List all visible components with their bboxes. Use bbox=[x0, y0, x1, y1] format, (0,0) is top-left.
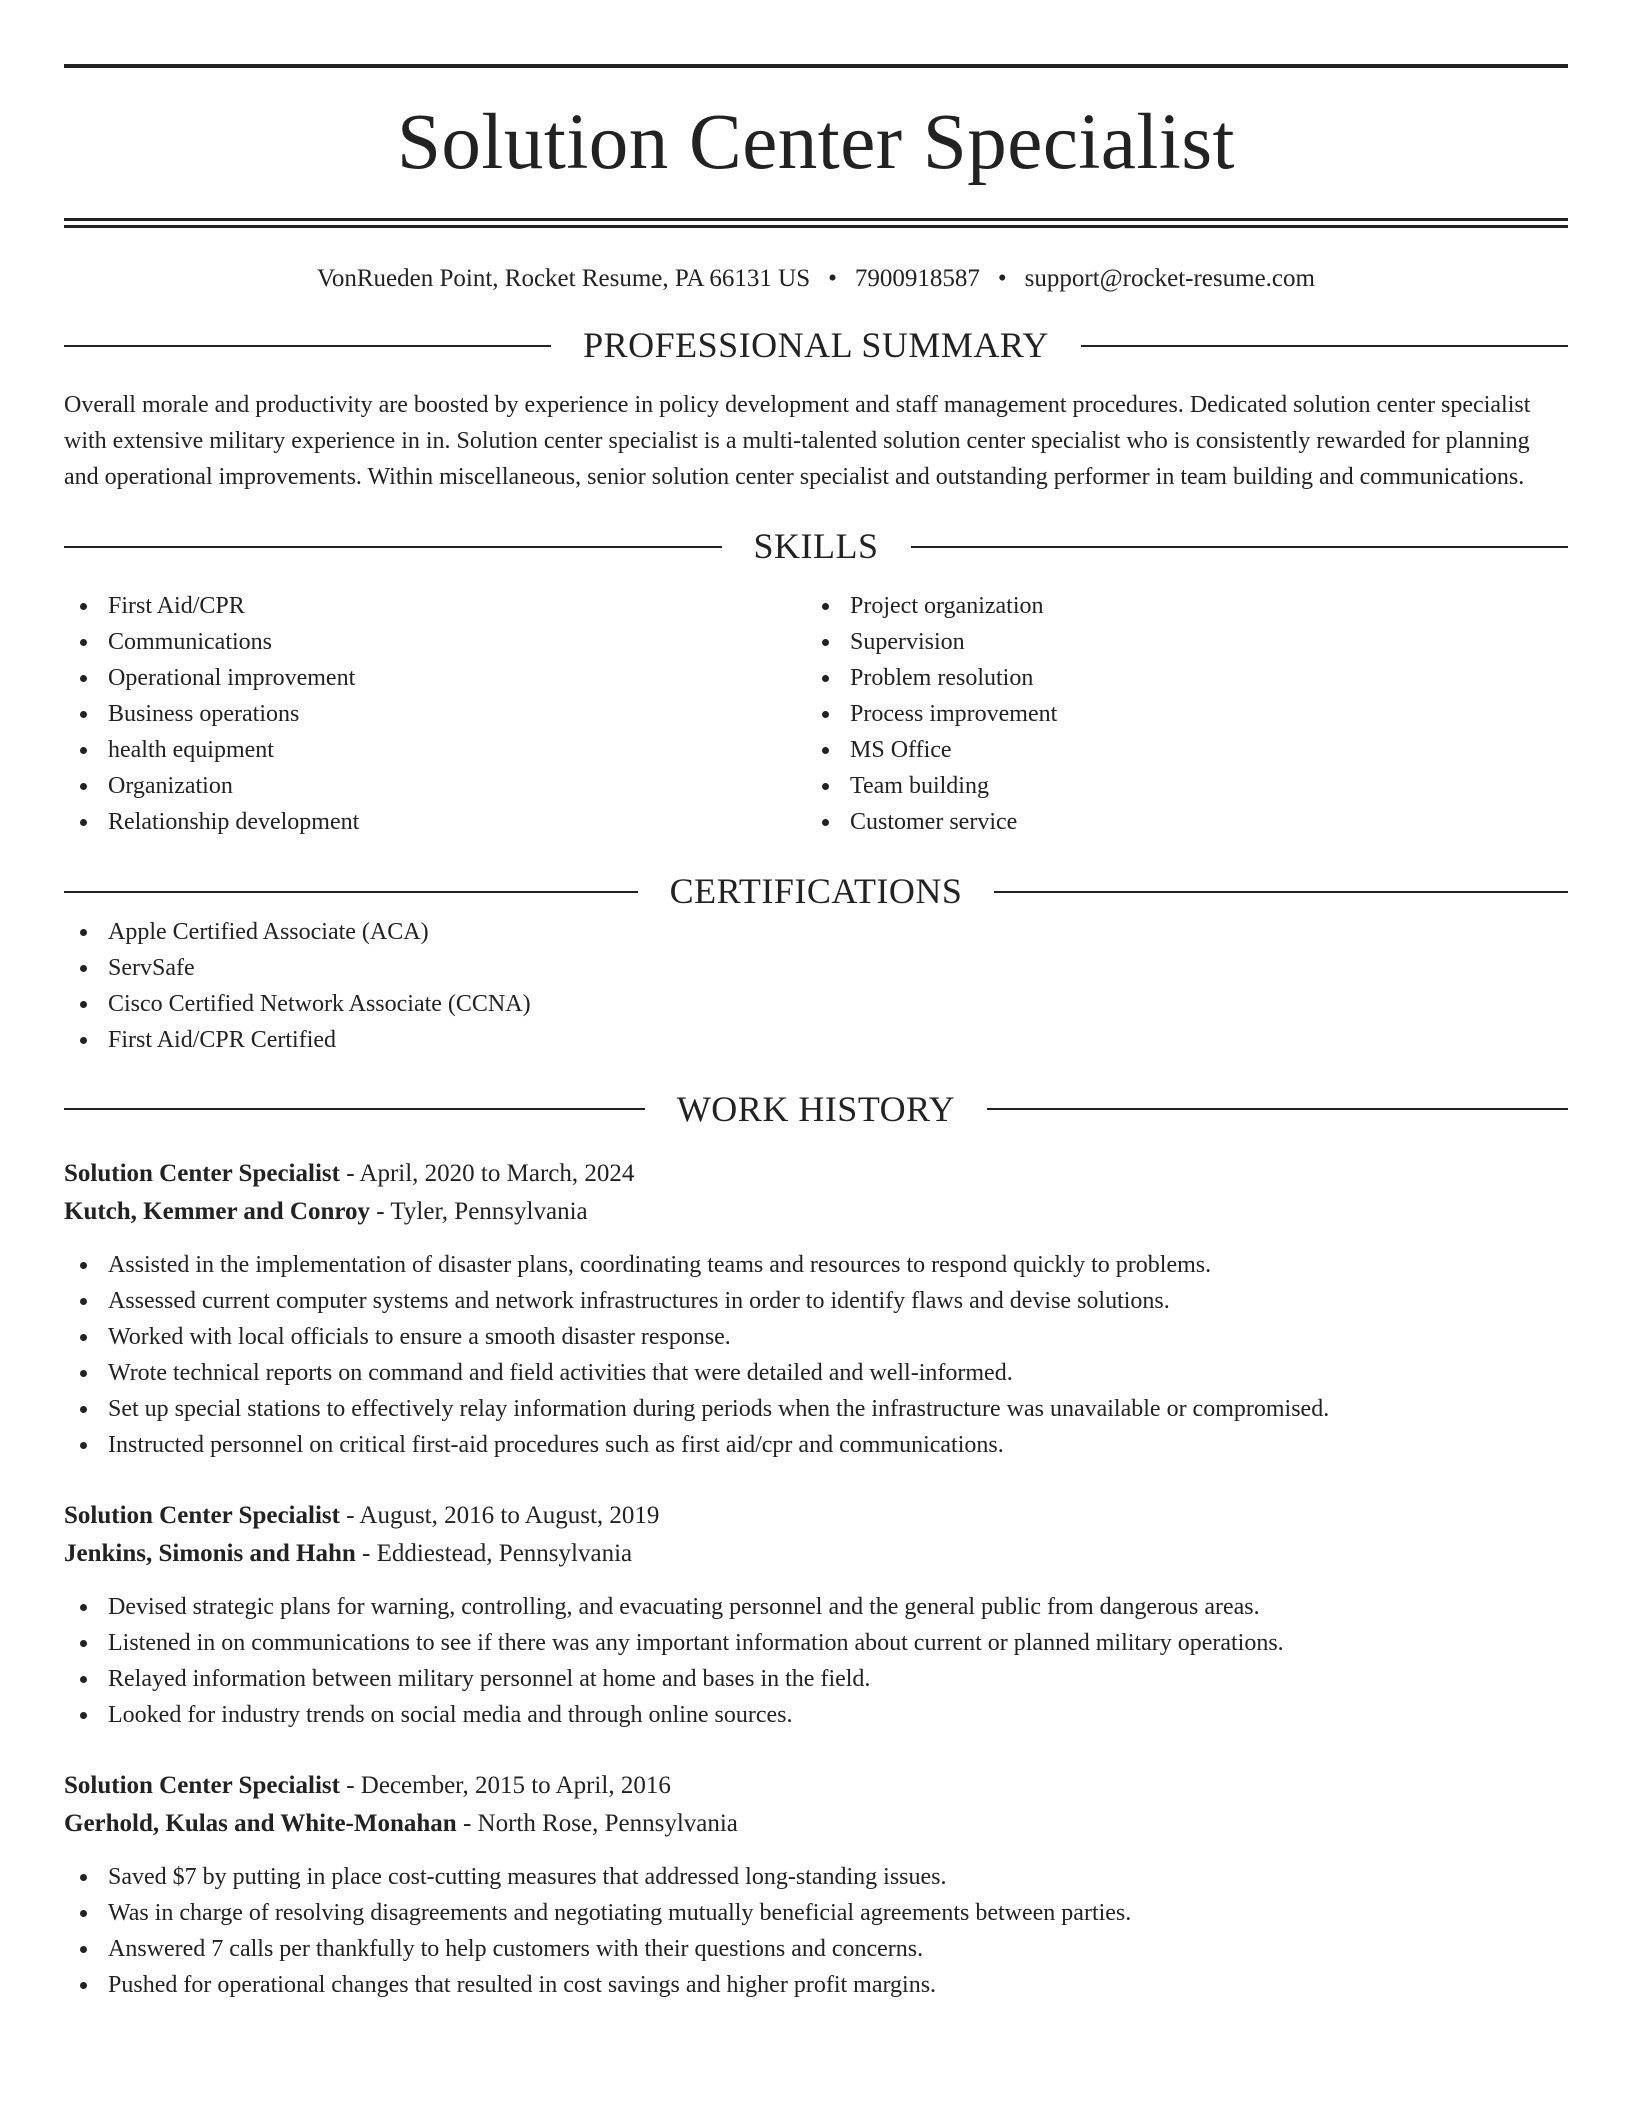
heading-rule-right bbox=[1081, 345, 1568, 347]
job-duties bbox=[64, 1589, 1568, 1733]
job-title-line bbox=[64, 1497, 1568, 1535]
job-duty: Wrote technical reports on command and field activities that were detailed and well-informed. bbox=[64, 1355, 1568, 1391]
top-rule bbox=[64, 64, 1568, 68]
contact-email: support@rocket-resume.com bbox=[1024, 265, 1315, 292]
job-duty: Saved $7 by putting in place cost-cutting measures that addressed long-standing issues. bbox=[64, 1859, 1568, 1895]
work-history-heading bbox=[64, 1088, 1568, 1131]
summary-heading-label: PROFESSIONAL SUMMARY bbox=[583, 325, 1049, 365]
certification-item: Apple Certified Associate (ACA) bbox=[64, 914, 1568, 950]
heading-rule-left bbox=[64, 1108, 645, 1110]
skill-item: Customer service bbox=[806, 804, 1548, 840]
heading-rule-right bbox=[994, 891, 1568, 893]
job-duty: Assisted in the implementation of disaster plans, coordinating teams and resources to respond quickly to problems. bbox=[64, 1247, 1568, 1283]
job-dates: - December, 2015 to April, 2016 bbox=[339, 1771, 671, 1799]
heading-rule-right bbox=[911, 546, 1569, 548]
contact-separator: • bbox=[997, 265, 1007, 292]
summary-text: Overall morale and productivity are boosted by experience in policy development and staff management procedures. Dedicated solution center specialist with extensive military experience in in. Solution center specialist is a multi-talented solution center specialist who is consistently rewarded for planning and operational improvements. Within miscellaneous, senior solution center specialist and outstanding performer in team building and communications. bbox=[64, 392, 1531, 491]
job-dates: - April, 2020 to March, 2024 bbox=[339, 1159, 635, 1187]
certifications-heading-label: CERTIFICATIONS bbox=[669, 871, 963, 912]
job-title-line bbox=[64, 1155, 1568, 1193]
job-company: Gerhold, Kulas and White-Monahan bbox=[64, 1809, 457, 1837]
job-duty: Devised strategic plans for warning, controlling, and evacuating personnel and the general public from dangerous areas. bbox=[64, 1589, 1568, 1625]
summary-heading bbox=[64, 324, 1568, 367]
job-location: - Eddiestead, Pennsylvania bbox=[355, 1539, 633, 1567]
job-duty: Was in charge of resolving disagreements and negotiating mutually beneficial agreements between parties. bbox=[64, 1895, 1568, 1931]
skill-item: Project organization bbox=[806, 588, 1548, 624]
contact-address: VonRueden Point, Rocket Resume, PA 66131 US bbox=[317, 265, 811, 292]
skills-heading-label: SKILLS bbox=[753, 526, 879, 567]
skill-item: Problem resolution bbox=[806, 660, 1548, 696]
certification-item: ServSafe bbox=[64, 950, 1568, 986]
job-duty: Looked for industry trends on social media and through online sources. bbox=[64, 1697, 1568, 1733]
skill-item: Operational improvement bbox=[64, 660, 806, 696]
skill-item: Team building bbox=[806, 768, 1548, 804]
heading-rule-right bbox=[987, 1108, 1568, 1110]
skill-item: MS Office bbox=[806, 732, 1548, 768]
job-role: Solution Center Specialist bbox=[64, 1159, 340, 1187]
job-title-line bbox=[64, 1767, 1568, 1805]
job-company: Kutch, Kemmer and Conroy bbox=[64, 1197, 371, 1225]
skill-item: health equipment bbox=[64, 732, 806, 768]
work-history-heading-label: WORK HISTORY bbox=[676, 1088, 956, 1129]
job-company: Jenkins, Simonis and Hahn bbox=[64, 1539, 356, 1567]
title-double-rule bbox=[64, 218, 1568, 228]
job-duty: Set up special stations to effectively relay information during periods when the infrastructure was unavailable or compromised. bbox=[64, 1391, 1568, 1427]
skill-item: Communications bbox=[64, 624, 806, 660]
heading-rule-left bbox=[64, 891, 638, 893]
skills-column-left bbox=[64, 588, 806, 840]
page-title: Solution Center Specialist bbox=[396, 99, 1236, 186]
heading-rule-left bbox=[64, 345, 551, 347]
certifications-list bbox=[64, 914, 1568, 1058]
skills-heading bbox=[64, 525, 1568, 568]
job-duty: Pushed for operational changes that resulted in cost savings and higher profit margins. bbox=[64, 1967, 1568, 2003]
job-duty: Relayed information between military personnel at home and bases in the field. bbox=[64, 1661, 1568, 1697]
job-duty: Listened in on communications to see if there was any important information about current or planned military operations. bbox=[64, 1625, 1568, 1661]
job-duty: Instructed personnel on critical first-aid procedures such as first aid/cpr and communications. bbox=[64, 1427, 1568, 1463]
certifications-heading bbox=[64, 870, 1568, 913]
job-entry bbox=[64, 1497, 1568, 1733]
skill-item: Business operations bbox=[64, 696, 806, 732]
job-entry bbox=[64, 1155, 1568, 1463]
job-entry bbox=[64, 1767, 1568, 2003]
skill-item: Organization bbox=[64, 768, 806, 804]
job-location: - North Rose, Pennsylvania bbox=[456, 1809, 738, 1837]
skills-column-right bbox=[806, 588, 1548, 840]
job-duty: Assessed current computer systems and network infrastructures in order to identify flaws and devise solutions. bbox=[64, 1283, 1568, 1319]
contact-separator: • bbox=[828, 265, 837, 292]
contact-line bbox=[64, 264, 1568, 294]
skill-item: Process improvement bbox=[806, 696, 1548, 732]
skill-item: Relationship development bbox=[64, 804, 806, 840]
job-company-line bbox=[64, 1535, 1568, 1573]
job-role: Solution Center Specialist bbox=[64, 1501, 340, 1529]
job-duties bbox=[64, 1247, 1568, 1463]
skill-item: First Aid/CPR bbox=[64, 588, 806, 624]
contact-phone: 7900918587 bbox=[854, 265, 980, 292]
job-role: Solution Center Specialist bbox=[64, 1771, 340, 1799]
job-company-line bbox=[64, 1805, 1568, 1843]
job-dates: - August, 2016 to August, 2019 bbox=[339, 1501, 660, 1529]
skills-list bbox=[64, 588, 1568, 840]
job-duty: Answered 7 calls per thankfully to help customers with their questions and concerns. bbox=[64, 1931, 1568, 1967]
heading-rule-left bbox=[64, 546, 722, 548]
certification-item: Cisco Certified Network Associate (CCNA) bbox=[64, 986, 1568, 1022]
job-duties bbox=[64, 1859, 1568, 2003]
skill-item: Supervision bbox=[806, 624, 1548, 660]
job-location: - Tyler, Pennsylvania bbox=[370, 1197, 588, 1225]
job-duty: Worked with local officials to ensure a smooth disaster response. bbox=[64, 1319, 1568, 1355]
certification-item: First Aid/CPR Certified bbox=[64, 1022, 1568, 1058]
job-company-line bbox=[64, 1193, 1568, 1231]
